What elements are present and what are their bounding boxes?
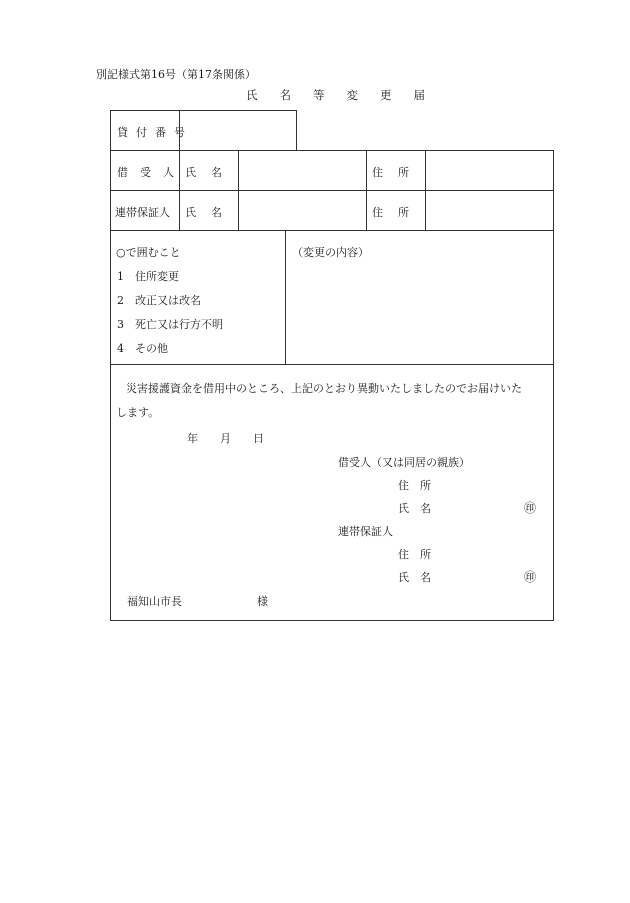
table-line-4 [110,364,554,365]
title-char-1: 氏 [246,88,258,102]
title-char-2: 名 [279,88,291,102]
guarantor-address-label: 住 所 [372,206,411,219]
title-char-4: 変 [346,88,358,102]
guarantor-signature-address-label: 住 所 [398,548,431,561]
borrower-address-field[interactable] [431,154,549,186]
guarantor-address-field[interactable] [431,194,549,226]
table-line-1 [110,150,554,151]
guarantor-seal-mark: ㊞ [524,570,537,584]
borrower-address-label: 住 所 [372,166,411,179]
table-line-3 [110,230,554,231]
loan-box-right-line [296,110,297,150]
title-char-3: 等 [313,88,325,102]
table-left-border [110,110,111,620]
option-item-4[interactable]: 4 その他 [117,342,168,355]
guarantor-name-label: 氏 名 [185,206,224,219]
borrower-signature-address-label: 住 所 [398,479,431,492]
table-right-border [553,150,554,620]
option-item-2[interactable]: 2 改正又は改名 [117,294,201,307]
address-label-left-divider [366,150,367,230]
table-bottom-line [110,620,554,621]
guarantor-signature-heading: 連帯保証人 [338,525,393,538]
title-char-6: 届 [413,88,425,102]
table-line-2 [110,190,554,191]
borrower-signature-heading: 借受人（又は同居の親族） [338,456,470,469]
form-title [246,87,447,103]
borrower-signature-name-label: 氏 名 [398,502,431,515]
date-line: 年 月 日 [187,432,264,445]
borrower-label: 借受人 [117,166,186,179]
change-content-field[interactable] [292,262,547,358]
honorific: 様 [257,595,268,608]
borrower-seal-mark: ㊞ [524,501,537,515]
name-label-divider [238,150,239,230]
address-label-right-divider [425,150,426,230]
guarantor-name-field[interactable] [244,194,362,226]
loan-number-field[interactable] [186,114,290,146]
guarantor-label: 連帯保証人 [115,206,170,219]
loan-number-label: 貸付番号 [117,126,193,139]
form-reference: 別記様式第16号（第17条関係） [96,68,256,81]
row-label-divider [179,150,180,230]
declaration-line-2: します。 [116,406,160,419]
addressee: 福知山市長 [127,595,182,608]
change-content-heading: （変更の内容） [292,246,369,259]
declaration-line-1: 災害援護資金を借用中のところ、上記のとおり異動いたしましたのでお届けいた [126,382,522,395]
borrower-name-label: 氏 名 [185,166,224,179]
options-heading: ○で囲むこと [116,246,181,259]
title-char-5: 更 [380,88,392,102]
option-item-1[interactable]: 1 住所変更 [117,270,179,283]
options-change-divider [285,230,286,364]
loan-box-top-line [110,110,296,111]
option-item-3[interactable]: 3 死亡又は行方不明 [117,318,223,331]
guarantor-signature-name-label: 氏 名 [398,571,431,584]
borrower-name-field[interactable] [244,154,362,186]
